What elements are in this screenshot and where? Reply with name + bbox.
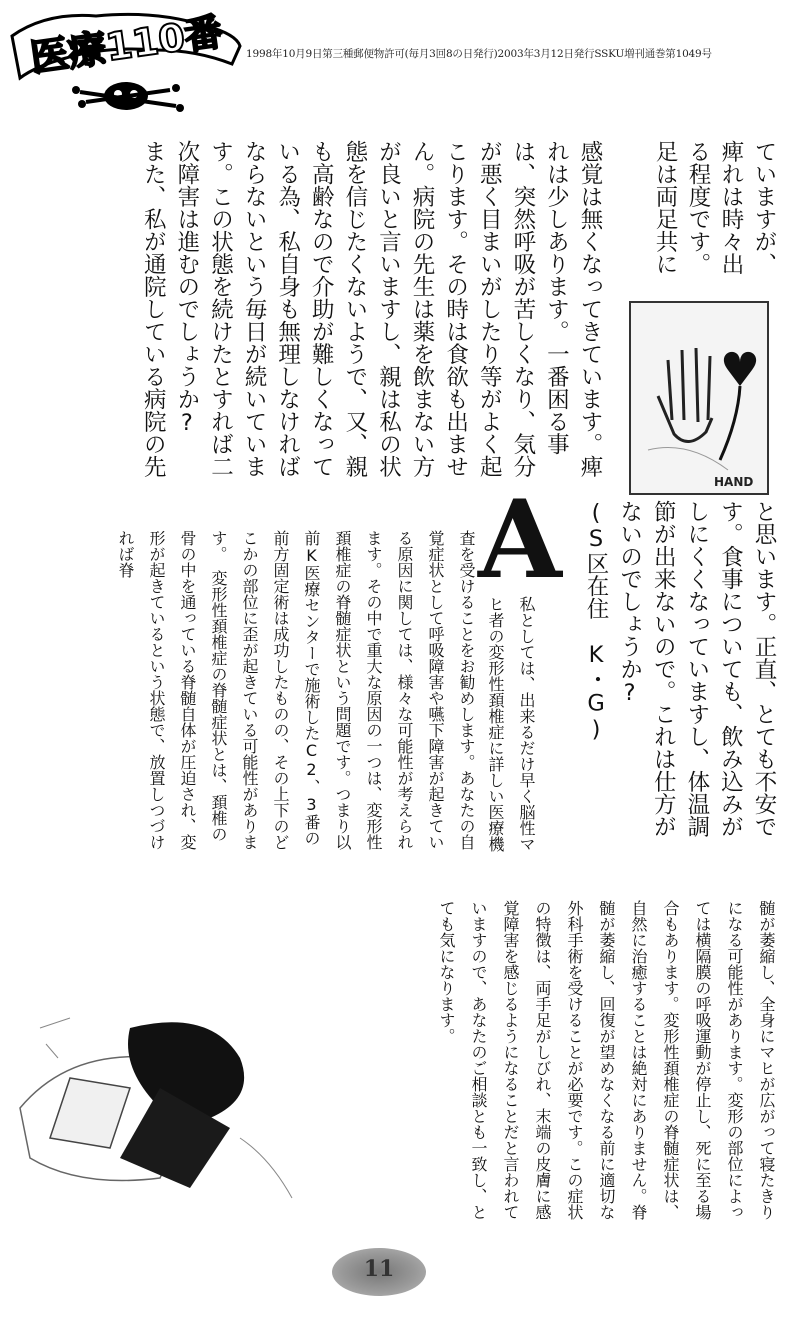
svg-text:医療110番: 医療110番 [27,9,226,81]
question-column-main [140,140,606,478]
answer-text-start: 私としては、出来るだけ早く脳性マヒ者の変形性頚椎症に詳しい医療機 [486,596,536,852]
logo-graphic [6,6,246,116]
sleeping-person-drawing [10,988,302,1208]
answer-letter: A [478,477,562,603]
question-text-end: と思います。正直、とても不安です。食事についても、飲み込みがしにくくなっていますし、体温調節が出来ないので。これは仕方がないのでしょうか? [616,500,777,838]
answer-text-lower: 髄が萎縮し、全身にマヒが広がって寝たきりになる可能性があります。変形の部位によっては横隔膜の呼吸運動が停止し、死に至る場合もあります。変形性頚椎症の脊髄症状は、自然に治癒することは絶対にありません。脊髄が萎縮し、回復が望めなくなる前に適切な外科手術を受けることが必要です。この症状の特徴は、両手足がしびれ、末端の皮膚に感覚障害を感じるようになることだと言われていますので、あなたのご相談とも一致し、とても気になります。 [437,900,776,1220]
answer-text-main: 査を受けることをお勧めします。あなたの自覚症状として呼吸障害や嚥下障害が起きている原因に関しては、様々な可能性が考えられます。その中で重大な原因の一つは、変形性頚椎症の脊髄症状という問題です。つまり以前K医療センターで施術したC2、3番の前方固定術は成功したものの、その上下のどこかの部位に歪が起きている可能性があります。 変形性頚椎症の脊髄症状とは、頚椎の骨の中を通っている脊髄自体が圧迫され、変形が起きているという状態で、放置しつづければ脊 [116,530,476,850]
person-illustration [10,988,302,1208]
page-number: 11 [363,1256,395,1282]
question-signature: (S区在住 K・G) [583,500,610,743]
answer-column-short [482,596,542,856]
question-column-top [612,140,780,292]
hand-illustration [628,300,770,496]
answer-column-main [110,530,482,856]
svg-text:HAND: HAND [714,475,754,489]
publication-logo [6,6,246,116]
question-text-start: ていますが、痺れは時々出る程度です。足は両足共に [652,140,777,275]
question-text-main: 感覚は無くなってきています。痺れは少しあります。一番困る事は、突然呼吸が苦しくなり、気分が悪く目まいがしたり等がよく起こります。その時は食欲も出ません。病院の先生は薬を飲まない方が良いと言いますし、親は私の状態を信じたくないようで、又、親も高齢なので介助が難しくなっている為、私自身も無理しなければならないという毎日が続いています。この状態を続けたとすれば二次障害は進むのでしょうか? また、私が通院している病院の先 [140,140,603,478]
question-column-end [580,500,780,850]
hand-heart-drawing [628,300,770,496]
answer-column-lower [350,900,782,1230]
publication-header: 1998年10月9日第三種郵便物許可(毎月3回8の日発行)2003年3月12日発行SSKU増刊通巻第1049号 [246,48,712,60]
